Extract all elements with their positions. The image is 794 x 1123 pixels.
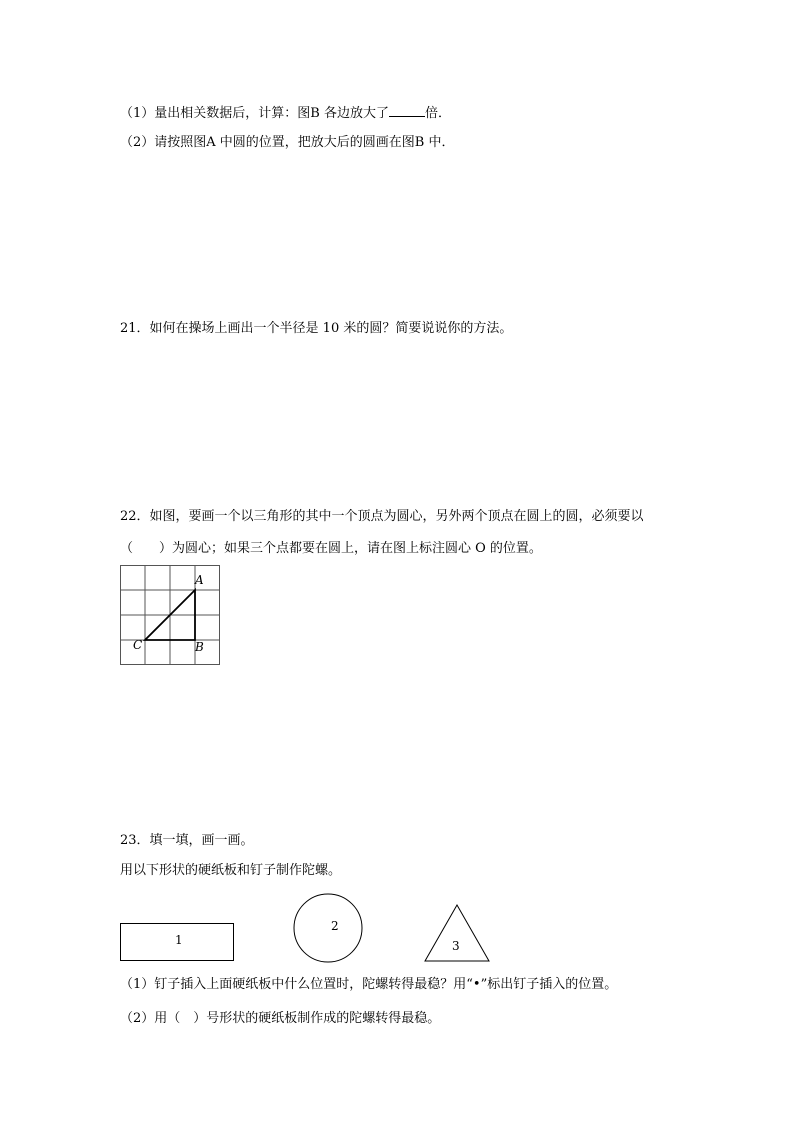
shape-rectangle-label: 1 <box>175 933 183 947</box>
q20-sub2: （2）请按照图A 中圆的位置，把放大后的圆画在图B 中． <box>120 135 455 150</box>
label-a: A <box>195 573 204 587</box>
shape-circle[interactable] <box>294 894 362 962</box>
q23-title: 23．填一填，画一画。 <box>120 833 254 848</box>
shape-triangle-label: 3 <box>452 939 460 953</box>
label-b: B <box>195 640 204 654</box>
q23-sub2: （2）用（ ）号形状的硬纸板制作成的陀螺转得最稳。 <box>120 1011 441 1026</box>
q20-sub1 <box>120 104 451 123</box>
q20-sub1-suffix: 倍． <box>424 106 451 121</box>
q22-grid-figure <box>120 565 220 665</box>
q20-sub1-text: （1）量出相关数据后，计算：图B 各边放大了 <box>120 106 389 121</box>
shape-circle-label: 2 <box>331 919 339 933</box>
q23-intro: 用以下形状的硬纸板和钉子制作陀螺。 <box>120 863 342 878</box>
q23-sub1: （1）钉子插入上面硬纸板中什么位置时，陀螺转得最稳？用“•”标出钉子插入的位置。 <box>120 977 618 992</box>
q22-line1: 22．如图，要画一个以三角形的其中一个顶点为圆心，另外两个顶点在圆上的圆，必须要以 <box>120 509 644 524</box>
q21-text: 21．如何在操场上画出一个半径是 10 米的圆？简要说说你的方法。 <box>120 321 513 336</box>
label-c: C <box>133 638 143 652</box>
q22-line2: （ ）为圆心；如果三个点都要在圆上，请在图上标注圆心 O 的位置。 <box>120 541 542 556</box>
q20-answer-blank[interactable] <box>389 104 425 117</box>
q23-shapes <box>118 893 498 963</box>
